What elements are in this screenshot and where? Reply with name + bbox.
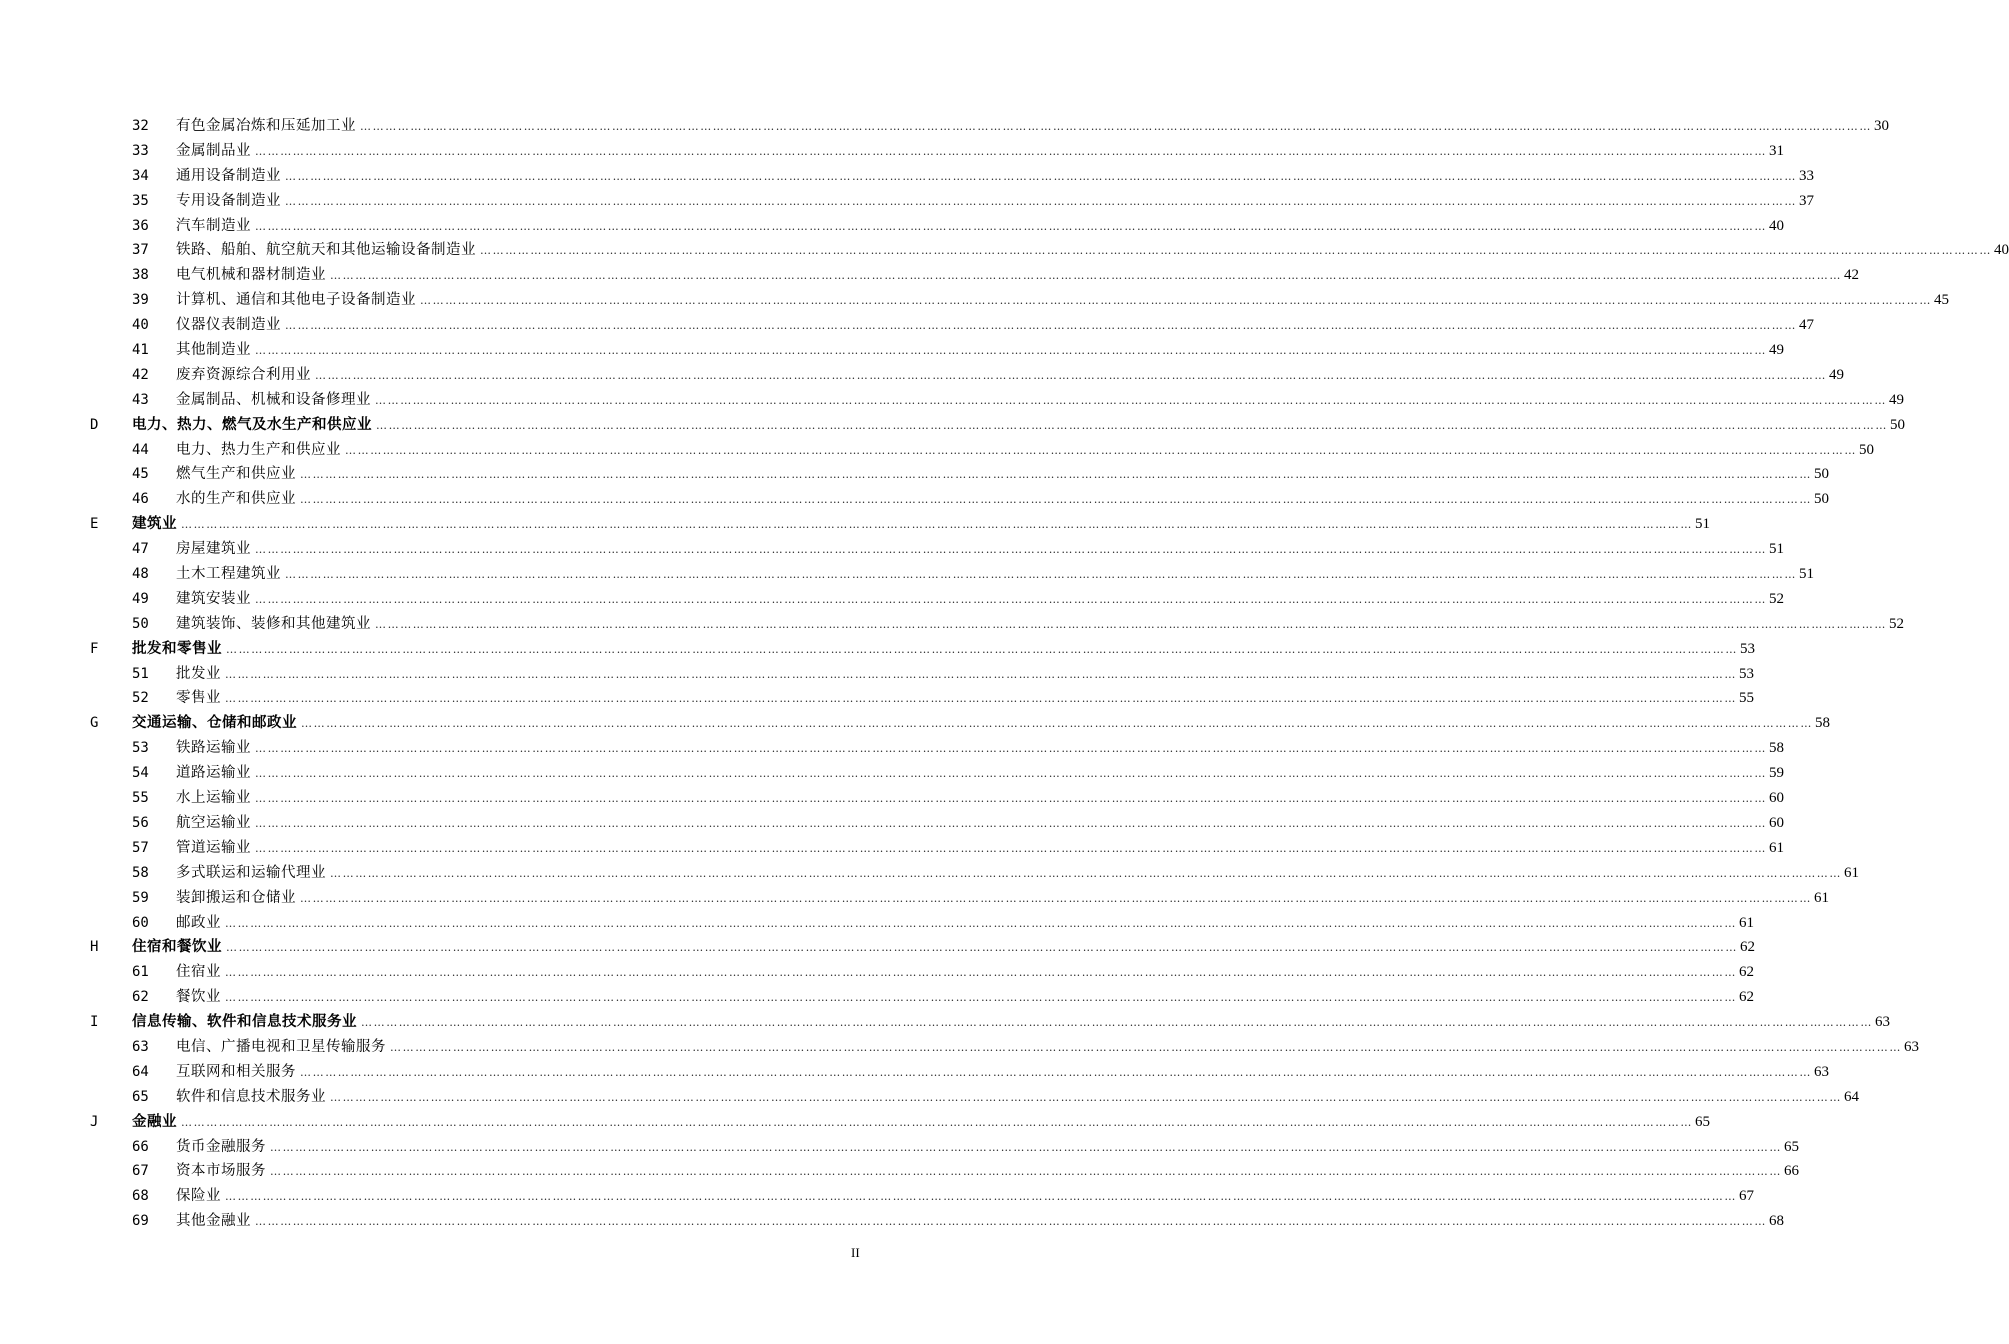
- dot-leader: ………………………………………………………………………………………………………………………………………………………………………………………………………………………………………………………………………………………………………………………………: [315, 368, 1827, 382]
- dot-leader: ………………………………………………………………………………………………………………………………………………………………………………………………………………………………………………………………………………………………………………………………: [300, 891, 1812, 905]
- entry-title: 保险业: [176, 1188, 221, 1205]
- toc-entry-row[interactable]: [0, 1209, 1784, 1234]
- table-of-contents: [0, 114, 2009, 1234]
- toc-entry: [176, 1085, 1859, 1111]
- entry-title: 汽车制造业: [176, 217, 251, 234]
- toc-entry: [176, 114, 1889, 140]
- toc-entry: [176, 487, 1829, 513]
- page-ref: 50: [1859, 441, 1874, 458]
- section-letter: J: [90, 1113, 99, 1130]
- dot-leader: ………………………………………………………………………………………………………………………………………………………………………………………………………………………………………………………………………………………………………………………………: [255, 344, 1767, 358]
- entry-title: 土木工程建筑业: [176, 566, 281, 583]
- entry-title: 废弃资源综合利用业: [176, 366, 311, 383]
- dot-leader: ………………………………………………………………………………………………………………………………………………………………………………………………………………………………………………………………………………………………………………………………: [420, 294, 1932, 308]
- page-ref: 51: [1799, 566, 1814, 583]
- toc-entry-row[interactable]: [0, 114, 1889, 139]
- dot-leader: ………………………………………………………………………………………………………………………………………………………………………………………………………………………………………………………………………………………………………………………………: [181, 518, 1693, 532]
- toc-entry-row[interactable]: [0, 960, 1754, 985]
- toc-entry-row[interactable]: [0, 164, 1814, 189]
- entry-title: 其他金融业: [176, 1213, 251, 1230]
- toc-entry: [176, 1060, 1829, 1086]
- toc-entry-row[interactable]: [0, 462, 1829, 487]
- page-ref: 68: [1769, 1213, 1784, 1230]
- page-ref: 66: [1784, 1163, 1799, 1180]
- entry-number: 49: [132, 590, 149, 607]
- section-title: 住宿和餐饮业: [132, 939, 222, 956]
- page-ref: 49: [1889, 391, 1904, 408]
- toc-entry: [176, 313, 1814, 339]
- entry-title: 电力、热力生产和供应业: [176, 441, 341, 458]
- toc-entry: [176, 238, 2009, 264]
- toc-entry: [176, 761, 1784, 787]
- page-ref: 64: [1844, 1088, 1859, 1105]
- dot-leader: ………………………………………………………………………………………………………………………………………………………………………………………………………………………………………………………………………………………………………………………………: [255, 592, 1767, 606]
- page-ref: 31: [1769, 142, 1784, 159]
- dot-leader: ………………………………………………………………………………………………………………………………………………………………………………………………………………………………………………………………………………………………………………………………: [181, 1115, 1693, 1129]
- entry-title: 管道运输业: [176, 839, 251, 856]
- entry-number: 34: [132, 167, 149, 184]
- entry-number: 32: [132, 118, 149, 134]
- page-ref: 52: [1769, 590, 1784, 607]
- toc-entry-row[interactable]: [0, 786, 1784, 811]
- entry-number: 52: [132, 690, 149, 707]
- toc-entry-row[interactable]: [0, 214, 1784, 239]
- toc-entry-row[interactable]: [0, 1035, 1919, 1060]
- entry-number: 59: [132, 889, 149, 906]
- entry-title: 金属制品、机械和设备修理业: [176, 391, 371, 408]
- entry-number: 45: [132, 466, 149, 483]
- entry-title: 资本市场服务: [176, 1163, 266, 1180]
- toc-entry-row[interactable]: [0, 562, 1814, 587]
- toc-entry: [176, 363, 1844, 389]
- toc-entry-row[interactable]: [0, 836, 1784, 861]
- dot-leader: ………………………………………………………………………………………………………………………………………………………………………………………………………………………………………………………………………………………………………………………………: [285, 319, 1797, 333]
- toc-entry-row[interactable]: [0, 1060, 1829, 1085]
- dot-leader: ………………………………………………………………………………………………………………………………………………………………………………………………………………………………………………………………………………………………………………………………: [285, 169, 1797, 183]
- page-ref: 47: [1799, 317, 1814, 334]
- entry-title: 专用设备制造业: [176, 192, 281, 209]
- page-ref: 60: [1769, 790, 1784, 807]
- toc-entry: [176, 189, 1814, 215]
- section-letter: I: [90, 1014, 99, 1031]
- toc-entry-row[interactable]: [0, 1159, 1799, 1184]
- page-ref: 53: [1740, 640, 1755, 657]
- entry-title: 软件和信息技术服务业: [176, 1088, 326, 1105]
- page-ref: 61: [1769, 839, 1784, 856]
- entry-number: 57: [132, 839, 149, 856]
- entry-title: 装卸搬运和仓储业: [176, 889, 296, 906]
- toc-section-row[interactable]: [0, 413, 1905, 438]
- dot-leader: ………………………………………………………………………………………………………………………………………………………………………………………………………………………………………………………………………………………………………………………………: [255, 792, 1767, 806]
- entry-number: 39: [132, 292, 149, 309]
- toc-entry: [176, 1135, 1799, 1161]
- entry-number: 58: [132, 864, 149, 881]
- page-ref: 65: [1695, 1113, 1710, 1130]
- page-ref: 59: [1769, 765, 1784, 782]
- entry-number: 41: [132, 342, 149, 359]
- toc-entry-row[interactable]: [0, 886, 1829, 911]
- entry-number: 46: [132, 491, 149, 508]
- dot-leader: ………………………………………………………………………………………………………………………………………………………………………………………………………………………………………………………………………………………………………………………………: [361, 1016, 1873, 1030]
- toc-entry: [176, 214, 1784, 240]
- page-ref: 60: [1769, 814, 1784, 831]
- page-ref: 50: [1814, 466, 1829, 483]
- entry-title: 仪器仪表制造业: [176, 317, 281, 334]
- page-ref: 45: [1934, 292, 1949, 309]
- toc-entry-row[interactable]: [0, 861, 1859, 886]
- entry-number: 50: [132, 615, 149, 632]
- entry-title: 餐饮业: [176, 989, 221, 1006]
- entry-number: 54: [132, 765, 149, 782]
- dot-leader: ………………………………………………………………………………………………………………………………………………………………………………………………………………………………………………………………………………………………………………………………: [376, 418, 1888, 432]
- toc-entry-row[interactable]: [0, 288, 1949, 313]
- dot-leader: ………………………………………………………………………………………………………………………………………………………………………………………………………………………………………………………………………………………………………………………………: [225, 966, 1737, 980]
- page-ref: 62: [1739, 964, 1754, 981]
- toc-entry: [176, 836, 1784, 862]
- section-letter: H: [90, 939, 99, 956]
- dot-leader: ………………………………………………………………………………………………………………………………………………………………………………………………………………………………………………………………………………………………………………………………: [226, 941, 1738, 955]
- toc-entry: [176, 686, 1754, 712]
- toc-entry-row[interactable]: [0, 1135, 1799, 1160]
- entry-title: 互联网和相关服务: [176, 1063, 296, 1080]
- toc-entry-row[interactable]: [0, 911, 1754, 936]
- entry-title: 邮政业: [176, 914, 221, 931]
- page-ref: 49: [1769, 342, 1784, 359]
- toc-section-row[interactable]: [0, 711, 1830, 736]
- toc-entry-row[interactable]: [0, 388, 1904, 413]
- dot-leader: ………………………………………………………………………………………………………………………………………………………………………………………………………………………………………………………………………………………………………………………………: [345, 443, 1857, 457]
- entry-title: 多式联运和运输代理业: [176, 864, 326, 881]
- toc-entry: [176, 438, 1874, 464]
- dot-leader: ………………………………………………………………………………………………………………………………………………………………………………………………………………………………………………………………………………………………………………………………: [300, 493, 1812, 507]
- page-ref: 61: [1739, 914, 1754, 931]
- dot-leader: ………………………………………………………………………………………………………………………………………………………………………………………………………………………………………………………………………………………………………………………………: [255, 219, 1767, 233]
- entry-title: 建筑安装业: [176, 590, 251, 607]
- entry-number: 68: [132, 1188, 149, 1205]
- page-ref: 49: [1829, 366, 1844, 383]
- section-title: 批发和零售业: [132, 640, 222, 657]
- entry-title: 水上运输业: [176, 790, 251, 807]
- dot-leader: ………………………………………………………………………………………………………………………………………………………………………………………………………………………………………………………………………………………………………………………………: [330, 269, 1842, 283]
- dot-leader: ………………………………………………………………………………………………………………………………………………………………………………………………………………………………………………………………………………………………………………………………: [300, 468, 1812, 482]
- toc-entry: [176, 587, 1784, 613]
- entry-title: 电气机械和器材制造业: [176, 267, 326, 284]
- dot-leader: ………………………………………………………………………………………………………………………………………………………………………………………………………………………………………………………………………………………………………………………………: [390, 1040, 1902, 1054]
- toc-entry: [132, 1110, 1710, 1136]
- dot-leader: ………………………………………………………………………………………………………………………………………………………………………………………………………………………………………………………………………………………………………………………………: [270, 1165, 1782, 1179]
- toc-entry: [176, 388, 1904, 414]
- dot-leader: ………………………………………………………………………………………………………………………………………………………………………………………………………………………………………………………………………………………………………………………………: [225, 1190, 1737, 1204]
- entry-title: 燃气生产和供应业: [176, 466, 296, 483]
- section-letter: E: [90, 516, 99, 533]
- entry-title: 水的生产和供应业: [176, 491, 296, 508]
- toc-entry: [176, 786, 1784, 812]
- entry-number: 51: [132, 665, 149, 682]
- toc-entry: [176, 886, 1829, 912]
- entry-number: 67: [132, 1163, 149, 1180]
- section-title: 交通运输、仓储和邮政业: [132, 715, 297, 732]
- page-ref: 50: [1890, 416, 1905, 433]
- dot-leader: ………………………………………………………………………………………………………………………………………………………………………………………………………………………………………………………………………………………………………………………………: [255, 841, 1767, 855]
- page-ref: 63: [1875, 1014, 1890, 1031]
- entry-title: 电信、广播电视和卫星传输服务: [176, 1038, 386, 1055]
- dot-leader: ………………………………………………………………………………………………………………………………………………………………………………………………………………………………………………………………………………………………………………………………: [330, 866, 1842, 880]
- toc-entry: [176, 1159, 1799, 1185]
- dot-leader: ………………………………………………………………………………………………………………………………………………………………………………………………………………………………………………………………………………………………………………………………: [255, 816, 1767, 830]
- entry-number: 55: [132, 790, 149, 807]
- page-ref: 40: [1769, 217, 1784, 234]
- toc-entry-row[interactable]: [0, 736, 1784, 761]
- dot-leader: ………………………………………………………………………………………………………………………………………………………………………………………………………………………………………………………………………………………………………………………………: [225, 667, 1737, 681]
- entry-number: 44: [132, 441, 149, 458]
- page-ref: 33: [1799, 167, 1814, 184]
- entry-title: 有色金属冶炼和压延加工业: [176, 118, 356, 134]
- page-ref: 61: [1814, 889, 1829, 906]
- dot-leader: ………………………………………………………………………………………………………………………………………………………………………………………………………………………………………………………………………………………………………………………………: [330, 1090, 1842, 1104]
- entry-number: 38: [132, 267, 149, 284]
- entry-title: 航空运输业: [176, 814, 251, 831]
- dot-leader: ………………………………………………………………………………………………………………………………………………………………………………………………………………………………………………………………………………………………………………………………: [270, 1140, 1782, 1154]
- toc-entry: [176, 811, 1784, 837]
- toc-entry: [132, 413, 1905, 439]
- toc-entry-row[interactable]: [0, 363, 1844, 388]
- toc-section-row[interactable]: [0, 935, 1755, 960]
- page-ref: 63: [1904, 1038, 1919, 1055]
- entry-number: 53: [132, 740, 149, 757]
- toc-entry-row[interactable]: [0, 811, 1784, 836]
- toc-entry-row[interactable]: [0, 612, 1904, 637]
- entry-number: 35: [132, 192, 149, 209]
- entry-number: 61: [132, 964, 149, 981]
- toc-entry: [176, 612, 1904, 638]
- toc-entry: [176, 537, 1784, 563]
- toc-entry: [132, 711, 1830, 737]
- toc-entry-row[interactable]: [0, 761, 1784, 786]
- section-title: 信息传输、软件和信息技术服务业: [132, 1014, 357, 1031]
- entry-number: 56: [132, 814, 149, 831]
- page-ref: 51: [1695, 516, 1710, 533]
- dot-leader: ………………………………………………………………………………………………………………………………………………………………………………………………………………………………………………………………………………………………………………………………: [226, 642, 1738, 656]
- dot-leader: ………………………………………………………………………………………………………………………………………………………………………………………………………………………………………………………………………………………………………………………………: [300, 1065, 1812, 1079]
- toc-entry: [176, 139, 1784, 165]
- toc-entry-row[interactable]: [0, 537, 1784, 562]
- entry-title: 其他制造业: [176, 342, 251, 359]
- toc-section-row[interactable]: [0, 1010, 1890, 1035]
- section-title: 建筑业: [132, 516, 177, 533]
- entry-title: 道路运输业: [176, 765, 251, 782]
- page-ref: 63: [1814, 1063, 1829, 1080]
- entry-title: 铁路、船舶、航空航天和其他运输设备制造业: [176, 242, 476, 259]
- toc-entry: [176, 960, 1754, 986]
- entry-title: 金属制品业: [176, 142, 251, 159]
- dot-leader: ………………………………………………………………………………………………………………………………………………………………………………………………………………………………………………………………………………………………………………………………: [375, 393, 1887, 407]
- entry-number: 60: [132, 914, 149, 931]
- toc-entry: [176, 288, 1949, 314]
- toc-entry: [132, 637, 1755, 663]
- entry-number: 42: [132, 366, 149, 383]
- dot-leader: ………………………………………………………………………………………………………………………………………………………………………………………………………………………………………………………………………………………………………………………………: [285, 568, 1797, 582]
- dot-leader: ………………………………………………………………………………………………………………………………………………………………………………………………………………………………………………………………………………………………………………………………: [225, 692, 1737, 706]
- toc-entry: [132, 512, 1710, 538]
- entry-number: 40: [132, 317, 149, 334]
- dot-leader: ………………………………………………………………………………………………………………………………………………………………………………………………………………………………………………………………………………………………………………………………: [375, 617, 1887, 631]
- page-ref: 52: [1889, 615, 1904, 632]
- entry-number: 47: [132, 541, 149, 558]
- section-title: 电力、热力、燃气及水生产和供应业: [132, 416, 372, 433]
- page-ref: 58: [1769, 740, 1784, 757]
- page-ref: 58: [1815, 715, 1830, 732]
- page-ref: 40: [1994, 242, 2009, 259]
- entry-title: 批发业: [176, 665, 221, 682]
- page-ref: 61: [1844, 864, 1859, 881]
- entry-number: 64: [132, 1063, 149, 1080]
- page-ref: 65: [1784, 1138, 1799, 1155]
- dot-leader: ………………………………………………………………………………………………………………………………………………………………………………………………………………………………………………………………………………………………………………………………: [255, 767, 1767, 781]
- entry-number: 69: [132, 1213, 149, 1230]
- toc-entry: [176, 985, 1754, 1011]
- toc-entry: [176, 861, 1859, 887]
- toc-entry: [176, 662, 1754, 688]
- page-ref: 51: [1769, 541, 1784, 558]
- toc-entry: [176, 911, 1754, 937]
- dot-leader: ………………………………………………………………………………………………………………………………………………………………………………………………………………………………………………………………………………………………………………………………: [480, 244, 1992, 258]
- dot-leader: ………………………………………………………………………………………………………………………………………………………………………………………………………………………………………………………………………………………………………………………………: [225, 916, 1737, 930]
- entry-title: 货币金融服务: [176, 1138, 266, 1155]
- toc-entry-row[interactable]: [0, 313, 1814, 338]
- toc-entry-row[interactable]: [0, 189, 1814, 214]
- dot-leader: ………………………………………………………………………………………………………………………………………………………………………………………………………………………………………………………………………………………………………………………………: [301, 717, 1813, 731]
- dot-leader: ………………………………………………………………………………………………………………………………………………………………………………………………………………………………………………………………………………………………………………………………: [255, 742, 1767, 756]
- entry-number: 43: [132, 391, 149, 408]
- toc-entry: [176, 462, 1829, 488]
- toc-section-row[interactable]: [0, 637, 1755, 662]
- page-number: II: [851, 1245, 860, 1260]
- toc-entry: [176, 338, 1784, 364]
- toc-entry: [176, 1209, 1784, 1235]
- page-ref: 37: [1799, 192, 1814, 209]
- page-ref: 42: [1844, 267, 1859, 284]
- entry-number: 62: [132, 989, 149, 1006]
- toc-entry-row[interactable]: [0, 587, 1784, 612]
- page-ref: 55: [1739, 690, 1754, 707]
- toc-entry-row[interactable]: [0, 686, 1754, 711]
- toc-entry-row[interactable]: [0, 438, 1874, 463]
- entry-number: 33: [132, 142, 149, 159]
- entry-number: 65: [132, 1088, 149, 1105]
- entry-title: 房屋建筑业: [176, 541, 251, 558]
- toc-entry: [176, 562, 1814, 588]
- dot-leader: ………………………………………………………………………………………………………………………………………………………………………………………………………………………………………………………………………………………………………………………………: [255, 543, 1767, 557]
- entry-title: 铁路运输业: [176, 740, 251, 757]
- toc-entry-row[interactable]: [0, 263, 1859, 288]
- entry-title: 通用设备制造业: [176, 167, 281, 184]
- dot-leader: ………………………………………………………………………………………………………………………………………………………………………………………………………………………………………………………………………………………………………………………………: [285, 194, 1797, 208]
- dot-leader: ………………………………………………………………………………………………………………………………………………………………………………………………………………………………………………………………………………………………………………………………: [255, 1215, 1767, 1229]
- section-letter: G: [90, 715, 99, 732]
- toc-entry: [132, 935, 1755, 961]
- toc-entry-row[interactable]: [0, 238, 2009, 263]
- toc-section-row[interactable]: [0, 1110, 1710, 1135]
- section-title: 金融业: [132, 1113, 177, 1130]
- dot-leader: ………………………………………………………………………………………………………………………………………………………………………………………………………………………………………………………………………………………………………………………………: [225, 991, 1737, 1005]
- toc-entry-row[interactable]: [0, 338, 1784, 363]
- toc-entry-row[interactable]: [0, 1184, 1754, 1209]
- page-ref: 67: [1739, 1188, 1754, 1205]
- toc-entry-row[interactable]: [0, 1085, 1859, 1110]
- page-ref: 50: [1814, 491, 1829, 508]
- entry-number: 48: [132, 566, 149, 583]
- page-ref: 62: [1739, 989, 1754, 1006]
- entry-title: 计算机、通信和其他电子设备制造业: [176, 292, 416, 309]
- toc-entry: [176, 1184, 1754, 1210]
- toc-entry: [176, 164, 1814, 190]
- toc-entry-row[interactable]: [0, 662, 1754, 687]
- entry-title: 零售业: [176, 690, 221, 707]
- entry-number: 63: [132, 1038, 149, 1055]
- entry-number: 66: [132, 1138, 149, 1155]
- toc-entry: [176, 263, 1859, 289]
- entry-title: 建筑装饰、装修和其他建筑业: [176, 615, 371, 632]
- section-letter: F: [90, 640, 99, 657]
- toc-entry-row[interactable]: [0, 139, 1784, 164]
- toc-section-row[interactable]: [0, 512, 1710, 537]
- toc-entry: [176, 1035, 1919, 1061]
- dot-leader: ………………………………………………………………………………………………………………………………………………………………………………………………………………………………………………………………………………………………………………………………: [255, 144, 1767, 158]
- dot-leader: ………………………………………………………………………………………………………………………………………………………………………………………………………………………………………………………………………………………………………………………………: [360, 120, 1872, 133]
- entry-number: 37: [132, 242, 149, 259]
- toc-entry-row[interactable]: [0, 985, 1754, 1010]
- toc-entry-row[interactable]: [0, 487, 1829, 512]
- toc-entry: [132, 1010, 1890, 1036]
- toc-entry: [176, 736, 1784, 762]
- page-ref: 53: [1739, 665, 1754, 682]
- page-ref: 30: [1874, 118, 1889, 134]
- section-letter: D: [90, 416, 99, 433]
- entry-number: 36: [132, 217, 149, 234]
- page-ref: 62: [1740, 939, 1755, 956]
- entry-title: 住宿业: [176, 964, 221, 981]
